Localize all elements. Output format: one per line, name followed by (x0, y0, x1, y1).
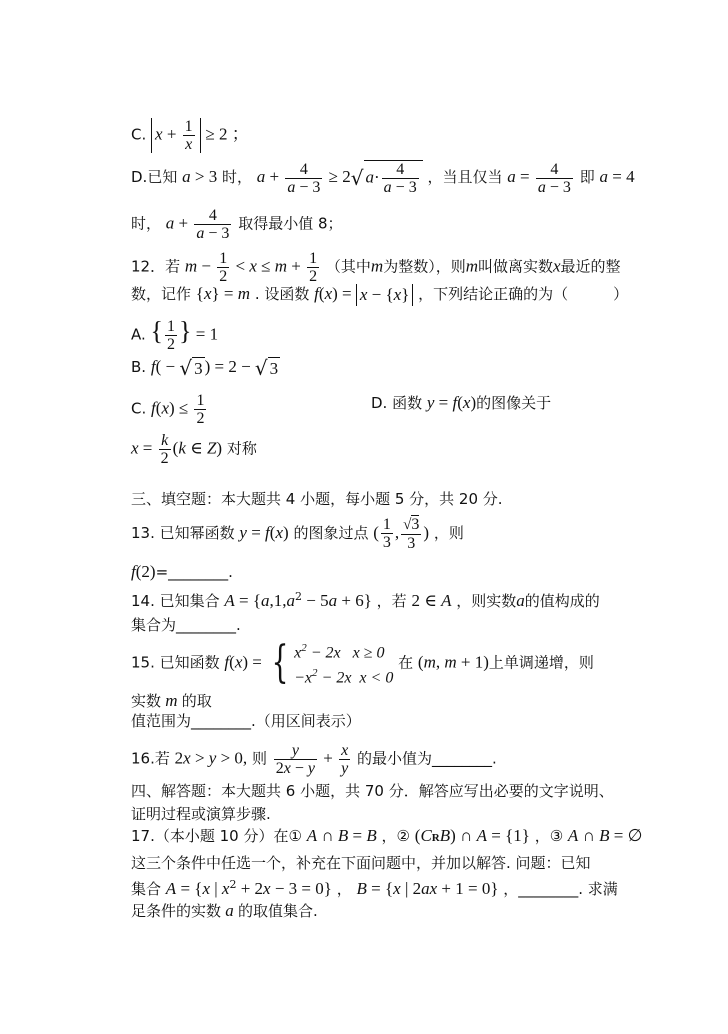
q13-line1: 13. 已知幂函数 y = f(x) 的图象过点 ( $\frac{1}{3}$ , $\frac{√3}{3}$ ) ，则 (131, 516, 464, 552)
q12-line2: 数，记作 {x} = m . 设函数 f(x) = x − {x} ，下列结论正确的为（ ） (131, 284, 629, 304)
section-3-heading: 三、填空题：本大题共 4 小题，每小题 5 分，共 20 分. (131, 490, 503, 508)
option-d-cont: 时， a + $\frac{4}{a - 3}$ 取得最小值 8； (131, 207, 343, 242)
option-c-line: C. x + $\frac{1}{x}$ ≥ 2 ； (131, 118, 249, 153)
q12-option-c-d: C. f(x) ≤ $\frac{1}{2}$ D. 函数 y = f(x)的图像关于 (131, 392, 552, 427)
q15-line2: 实数 m 的取 (131, 691, 212, 710)
section-4-heading: 四、解答题：本大题共 6 小题，共 70 分．解答应写出必要的文字说明、 (131, 782, 614, 800)
q17-line3: 集合 A = {x | $x^2 + 2x - 3 = 0$} ， B = {x | 2ax + 1 = 0} ，________. 求满 (131, 878, 618, 898)
q17-line2: 这三个条件中任选一个，补充在下面问题中，并加以解答. 问题：已知 (131, 854, 591, 872)
abs-expression: x + $\frac{1}{x}$ (151, 118, 201, 153)
piecewise-function: $x^2 - 2x$ x ≥ 0 $-x^2 - 2x$ x < 0 (294, 642, 394, 687)
option-d-line: D.已知 a > 3 时， a + $\frac{4}{a - 3}$ ≥ 2√ a· $\frac{4}{a - 3}$ ，当且仅当 a = $\frac{4}{a - 3}$ 即 a = 4 (131, 160, 635, 196)
q17-line4: 足条件的实数 a 的取值集合. (131, 901, 318, 920)
q12-option-a: A. { $\frac{1}{2}$ } = 1 (131, 316, 219, 353)
section-4-heading-cont: 证明过程或演算步骤. (131, 805, 271, 823)
q13-line2: f(2)=________. (131, 562, 233, 581)
q17-line1: 17.（本小题 10 分）在① A ∩ B = B ，② (CRB) ∩ A = {1} ，③ A ∩ B = ∅ (131, 826, 643, 845)
q14-line1: 14. 已知集合 $A = \{a,1,a^2 - 5a + 6\}$ ，若 2 ∈ A ，则实数a的值构成的 (131, 590, 600, 610)
q12-option-b: B. f( − √ 3 ) = 2 − √ 3 (131, 356, 279, 380)
q16-line: 16.若 2x > y > 0, 则 $\frac{y}{2x - y}$ + $\frac{x}{y}$ 的最小值为________. (131, 742, 497, 777)
q12-line1: 12．若 m − $\frac{1}{2}$ < x ≤ m + $\frac{1}{2}$ （其中m为整数），则m叫做离实数x最近的整 (131, 250, 621, 285)
q12-option-d-cont: x = $\frac{k}{2}$ (k ∈ Z) 对称 (131, 432, 257, 467)
q12-option-d: D. 函数 y = f(x)的图像关于 (371, 393, 552, 412)
q14-line2: 集合为________. (131, 616, 241, 634)
q15-line3: 值范围为________.（用区间表示） (131, 712, 361, 730)
q15-line1: 15. 已知函数 f(x) = { $x^2 - 2x$ x ≥ 0 $-x^2 - 2x$ x < 0 在 (m, m + 1)上单调递增，则 (131, 637, 594, 689)
